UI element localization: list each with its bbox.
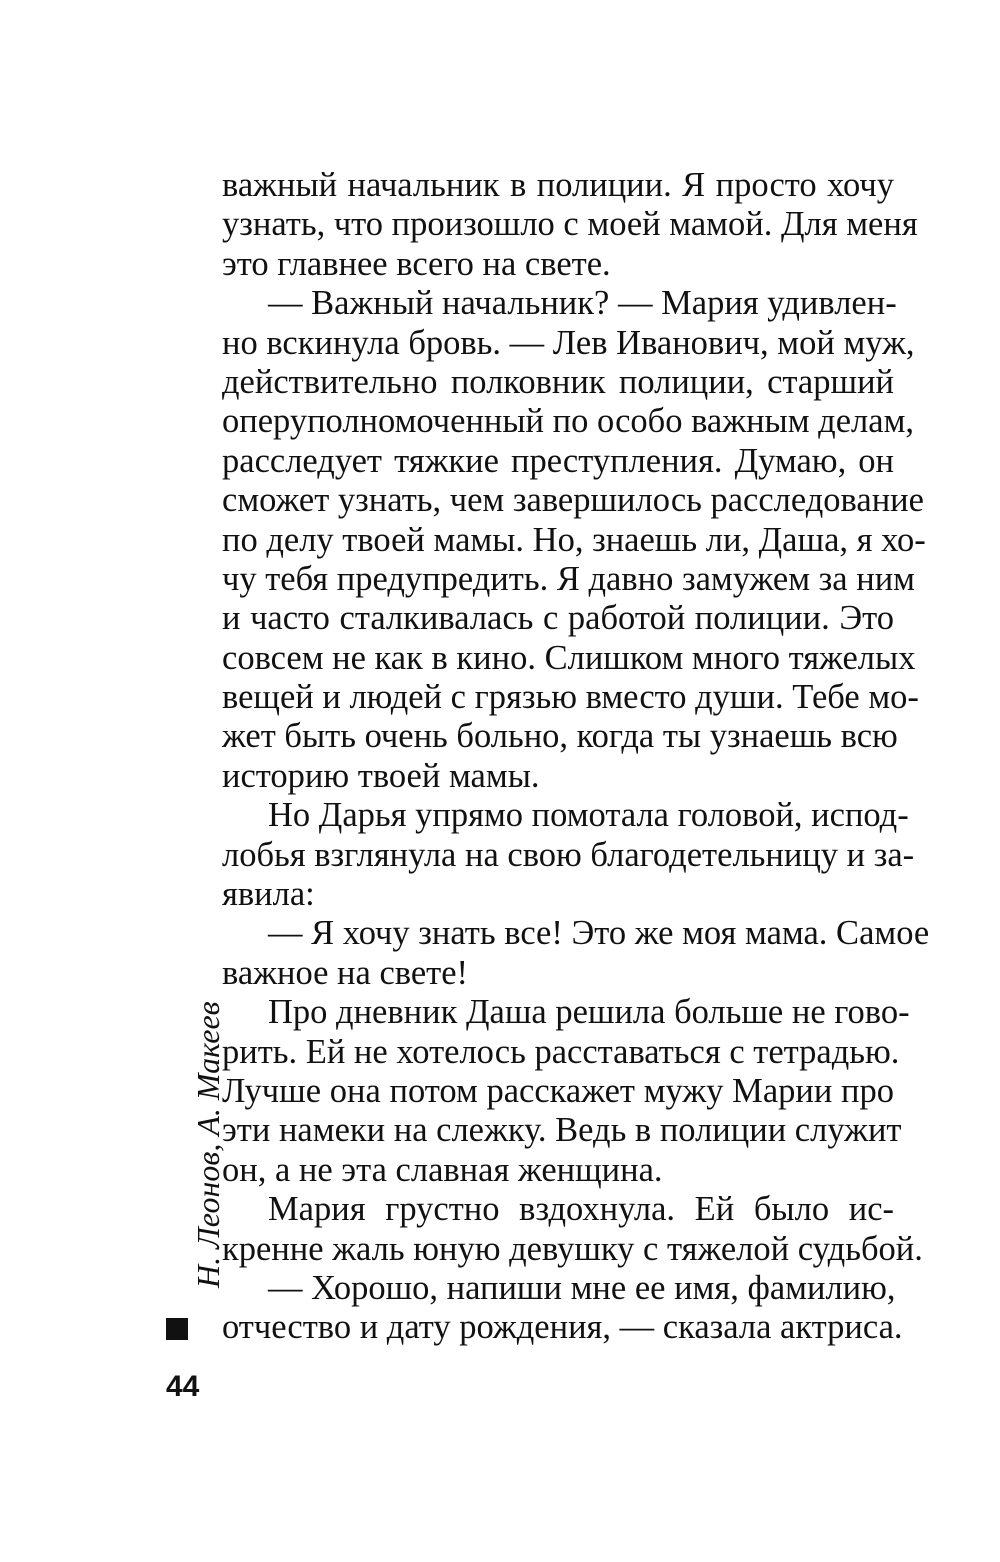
text-line: это главнее всего на свете. [222, 244, 611, 283]
text-line: вещей и людей с грязью вместо души. Тебе мо- [222, 678, 919, 717]
author-names: Н. Леонов, А. Макеев [190, 1001, 226, 1288]
text-line: историю твоей мамы. [222, 756, 540, 795]
text-line: важное на свете! [222, 953, 469, 992]
text-line: важный начальник в полиции. Я просто хочу [222, 166, 894, 204]
text-line: отчество и дату рождения, — сказала актриса. [222, 1308, 903, 1347]
body-text [222, 166, 930, 1348]
text-line: — Важный начальник? — Мария удивлен- [268, 284, 897, 323]
text-line: сможет узнать, чем завершилось расследование [222, 481, 924, 520]
header-square-marker [166, 1318, 188, 1340]
running-header [152, 1001, 226, 1348]
text-line: кренне жаль юную девушку с тяжелой судьбой. [222, 1229, 923, 1268]
text-line: жет быть очень больно, когда ты узнаешь всю [222, 717, 898, 756]
text-line: действительно полковник полиции, старший [222, 362, 894, 401]
text-line: — Хорошо, напиши мне ее имя, фамилию, [268, 1268, 896, 1307]
text-line: лобья взглянула на свою благодетельницу и за- [222, 835, 915, 874]
text-line: расследует тяжкие преступления. Думаю, он [222, 441, 894, 480]
text-line: рить. Ей не хотелось расставаться с тетрадью. [222, 1032, 900, 1071]
text-line: но вскинула бровь. — Лев Иванович, мой муж, [222, 323, 915, 362]
page-number: 44 [166, 1370, 200, 1403]
text-line: и часто сталкивалась с работой полиции. Это [222, 599, 894, 638]
text-line: Мария грустно вздохнула. Ей было ис- [268, 1190, 894, 1229]
text-line: эти намеки на слежку. Ведь в полиции служит [222, 1111, 902, 1150]
text-line: чу тебя предупредить. Я давно замужем за ним [222, 559, 915, 598]
text-line: оперуполномоченный по особо важным делам, [222, 402, 915, 441]
text-line: он, а не эта славная женщина. [222, 1150, 663, 1189]
text-line: по делу твоей мамы. Но, знаешь ли, Даша, я хо- [222, 520, 926, 559]
text-line: Но Дарья упрямо помотала головой, испод- [268, 796, 909, 835]
text-line: явила: [222, 875, 315, 914]
text-line: Про дневник Даша решила больше не гово- [268, 993, 910, 1032]
text-line: — Я хочу знать все! Это же моя мама. Самое [268, 914, 930, 953]
text-line: узнать, что произошло с моей мамой. Для меня [222, 205, 918, 244]
text-line: совсем не как в кино. Слишком много тяжелых [222, 638, 916, 677]
text-line: Лучше она потом расскажет мужу Марии про [222, 1071, 894, 1110]
